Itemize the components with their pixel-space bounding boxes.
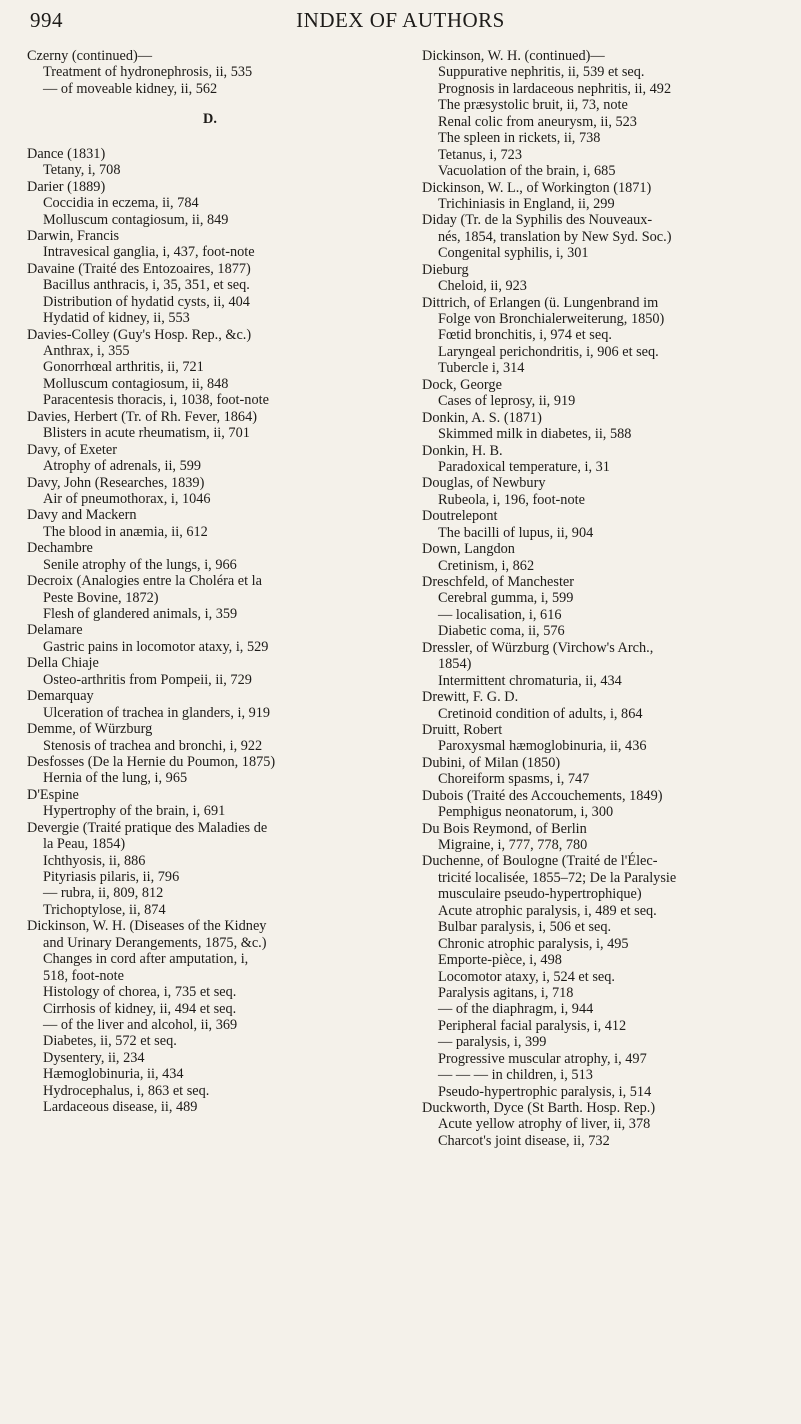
index-heading: Dechambre [27,540,93,557]
index-heading: Delamare [27,622,83,639]
index-heading: Dubini, of Milan (1850) [422,754,561,771]
index-entry: Dysentery, ii, 234 [43,1049,145,1066]
index-entry: Paracentesis thoracis, i, 1038, foot-note [43,392,269,409]
index-entry: Suppurative nephritis, ii, 539 et seq. [438,64,645,81]
index-entry: Renal colic from aneurysm, ii, 523 [438,113,637,130]
index-heading: Dreschfeld, of Manchester [422,574,575,590]
index-entry: Rubeola, i, 196, foot-note [438,491,585,508]
index-heading: Dickinson, W. H. (continued)— [422,48,605,64]
index-entry: Gonorrhœal arthritis, ii, 721 [43,359,204,376]
index-entry: Chronic atrophic paralysis, i, 495 [438,935,629,952]
index-entry: Air of pneumothorax, i, 1046 [43,490,211,507]
index-entry: Hypertrophy of the brain, i, 691 [43,803,226,820]
section-letter: D. [203,111,217,128]
index-heading: Dittrich, of Erlangen (ü. Lungenbrand im [422,294,659,311]
index-heading: Diday (Tr. de la Syphilis des Nouveaux- [422,212,653,229]
index-heading: Davaine (Traité des Entozoaires, 1877) [27,260,251,277]
index-heading: Douglas, of Newbury [422,475,546,492]
index-entry: Ulceration of trachea in glanders, i, 919 [43,704,271,721]
index-entry: 518, foot-note [43,967,124,984]
index-entry: Trichoptylose, ii, 874 [43,901,166,918]
index-entry: Choreiform spasms, i, 747 [438,771,590,788]
index-entry: Bulbar paralysis, i, 506 et seq. [438,919,612,936]
index-entry: Lardaceous disease, ii, 489 [43,1099,198,1116]
index-entry: Fœtid bronchitis, i, 974 et seq. [438,327,612,344]
index-entry: The bacilli of lupus, ii, 904 [438,524,594,541]
index-entry: Tubercle i, 314 [438,360,525,377]
index-entry: Osteo-arthritis from Pompeii, ii, 729 [43,671,252,688]
index-entry: Skimmed milk in diabetes, ii, 588 [438,426,632,443]
index-entry: The blood in anæmia, ii, 612 [43,523,208,540]
index-entry: Peste Bovine, 1872) [43,589,159,606]
index-heading: Davies-Colley (Guy's Hosp. Rep., &c.) [27,326,252,343]
index-entry: 1854) [438,656,472,673]
index-heading: Czerny (continued)— [27,48,153,64]
index-heading: Du Bois Reymond, of Berlin [422,820,587,837]
index-entry: Hydatid of kidney, ii, 553 [43,310,190,327]
index-entry: Blisters in acute rheumatism, ii, 701 [43,425,250,442]
index-entry: — of the diaphragm, i, 944 [438,1001,594,1018]
index-heading: Dock, George [422,376,502,393]
index-entry: — of the liver and alcohol, ii, 369 [43,1016,238,1033]
page-header [30,6,771,38]
index-entry: Laryngeal perichondritis, i, 906 et seq. [438,343,659,360]
index-entry: Paralysis agitans, i, 718 [438,984,574,1001]
index-entry: Intravesical ganglia, i, 437, foot-note [43,244,255,261]
index-entry: Distribution of hydatid cysts, ii, 404 [43,293,250,310]
index-entry: Senile atrophy of the lungs, i, 966 [43,556,237,573]
index-entry: Trichiniasis in England, ii, 299 [438,195,615,212]
index-entry: Acute yellow atrophy of liver, ii, 378 [438,1116,651,1133]
index-entry: Hydrocephalus, i, 863 et seq. [43,1082,210,1099]
index-entry: — paralysis, i, 399 [438,1034,547,1051]
index-heading: Demme, of Würzburg [27,721,153,738]
index-entry: Molluscum contagiosum, ii, 849 [43,211,229,228]
index-heading: Darwin, Francis [27,227,120,244]
index-entry: Emporte-pièce, i, 498 [438,952,562,969]
index-entry: Molluscum contagiosum, ii, 848 [43,375,229,392]
index-entry: Diabetes, ii, 572 et seq. [43,1033,177,1050]
index-heading: Doutrelepont [422,508,498,525]
index-entry: Peripheral facial paralysis, i, 412 [438,1017,627,1034]
index-entry: Changes in cord after amputation, i, [43,951,249,968]
index-entry: Hæmoglobinuria, ii, 434 [43,1066,184,1083]
index-entry: Prognosis in lardaceous nephritis, ii, 492 [438,80,672,97]
index-entry: Pemphigus neonatorum, i, 300 [438,804,614,821]
index-heading: Duckworth, Dyce (St Barth. Hosp. Rep.) [422,1100,656,1116]
index-entry: — localisation, i, 616 [438,606,562,623]
index-entry: Migraine, i, 777, 778, 780 [438,837,588,853]
index-entry: Congenital syphilis, i, 301 [438,245,589,262]
index-entry: Hernia of the lung, i, 965 [43,770,188,787]
index-heading: Donkin, A. S. (1871) [422,409,542,426]
index-entry: la Peau, 1854) [43,836,126,853]
index-entry: Folge von Bronchialerweiterung, 1850) [438,311,665,327]
index-heading: Donkin, H. B. [422,442,503,459]
index-entry: Stenosis of trachea and bronchi, i, 922 [43,737,263,754]
page-number: 994 [30,8,63,32]
index-entry: Cirrhosis of kidney, ii, 494 et seq. [43,1000,237,1017]
index-heading: Darier (1889) [27,178,106,195]
index-entry: Charcot's joint disease, ii, 732 [438,1132,610,1149]
index-entry: The præsystolic bruit, ii, 73, note [438,97,628,114]
index-heading: Desfosses (De la Hernie du Poumon, 1875) [27,753,276,770]
index-entry: — — — in children, i, 513 [438,1067,593,1084]
index-heading: Davy and Mackern [27,507,137,524]
index-heading: Dickinson, W. H. (Diseases of the Kidney [27,918,267,935]
index-entry: Cerebral gumma, i, 599 [438,590,574,607]
index-entry: Ichthyosis, ii, 886 [43,852,146,869]
index-heading: Duchenne, of Boulogne (Traité de l'Élec- [422,853,658,870]
index-entry: Cretinoid condition of adults, i, 864 [438,705,643,722]
index-heading: Devergie (Traité pratique des Maladies de [27,819,268,836]
index-entry: Vacuolation of the brain, i, 685 [438,163,616,180]
index-entry: musculaire pseudo-hypertrophique) [438,886,642,903]
index-entry: Cretinism, i, 862 [438,557,535,574]
index-heading: Dickinson, W. L., of Workington (1871) [422,179,652,196]
index-entry: Treatment of hydronephrosis, ii, 535 [43,64,253,81]
index-heading: Dieburg [422,261,469,278]
index-entry: Pityriasis pilaris, ii, 796 [43,869,180,885]
index-entry: and Urinary Derangements, 1875, &c.) [43,934,267,951]
running-title: INDEX OF AUTHORS [296,8,505,32]
index-entry: Anthrax, i, 355 [43,343,130,359]
index-entry: Paradoxical temperature, i, 31 [438,458,610,475]
index-heading: D'Espine [27,786,79,803]
index-entry: The spleen in rickets, ii, 738 [438,130,601,147]
index-entry: Pseudo-hypertrophic paralysis, i, 514 [438,1083,652,1100]
index-heading: Demarquay [27,688,94,705]
index-entry: Atrophy of adrenals, ii, 599 [43,458,202,475]
index-entry: — rubra, ii, 809, 812 [43,885,164,902]
index-entry: Diabetic coma, ii, 576 [438,623,565,640]
index-heading: Dressler, of Würzburg (Virchow's Arch., [422,639,654,656]
index-entry: Acute atrophic paralysis, i, 489 et seq. [438,902,657,919]
index-heading: Davies, Herbert (Tr. of Rh. Fever, 1864) [27,408,257,425]
index-entry: nés, 1854, translation by New Syd. Soc.) [438,228,672,245]
index-entry: Cases of leprosy, ii, 919 [438,393,576,410]
index-entry: Tetanus, i, 723 [438,146,522,163]
index-heading: Down, Langdon [422,541,515,558]
index-entry: tricité localisée, 1855–72; De la Paralysie [438,869,677,886]
index-entry: Paroxysmal hæmoglobinuria, ii, 436 [438,738,647,755]
index-entry: Cheloid, ii, 923 [438,278,527,295]
index-heading: Decroix (Analogies entre la Choléra et la [27,573,263,590]
index-entry: Progressive muscular atrophy, i, 497 [438,1050,647,1067]
index-column-right [422,48,794,1149]
index-entry: — of moveable kidney, ii, 562 [43,80,218,97]
index-entry: Gastric pains in locomotor ataxy, i, 529 [43,638,269,655]
index-entry: Locomotor ataxy, i, 524 et seq. [438,968,615,985]
index-heading: Dubois (Traité des Accouchements, 1849) [422,787,663,804]
index-heading: Davy, John (Researches, 1839) [27,474,205,491]
index-heading: Davy, of Exeter [27,441,117,458]
index-heading: Dance (1831) [27,145,106,162]
index-column-left [27,48,393,1116]
index-entry: Coccidia in eczema, ii, 784 [43,195,199,212]
index-entry: Flesh of glandered animals, i, 359 [43,606,238,622]
index-heading: Druitt, Robert [422,721,503,738]
index-entry: Tetany, i, 708 [43,162,121,179]
index-entry: Bacillus anthracis, i, 35, 351, et seq. [43,277,250,294]
index-heading: Della Chiaje [27,655,99,672]
index-entry: Histology of chorea, i, 735 et seq. [43,984,237,1001]
index-heading: Drewitt, F. G. D. [422,689,519,706]
index-entry: Intermittent chromaturia, ii, 434 [438,672,622,689]
